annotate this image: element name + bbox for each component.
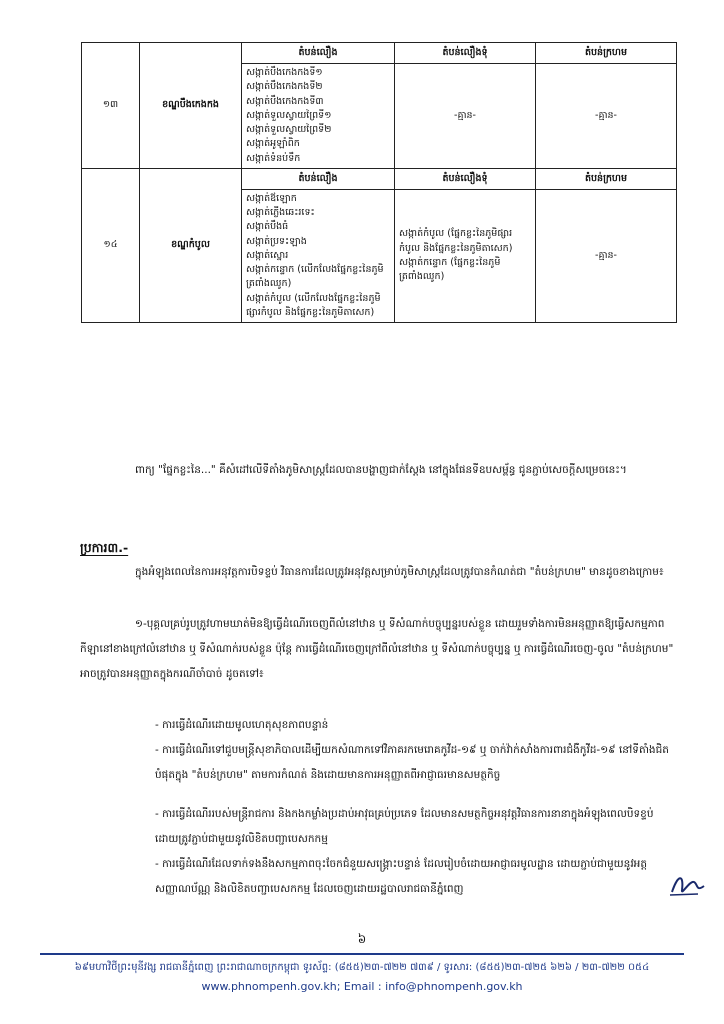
list-item: សង្កាត់ទួលស្វាយព្រៃទី២: [246, 124, 332, 135]
dark-yellow-zone-list: [395, 189, 536, 322]
header-red-zone: តំបន់ក្រហម: [536, 43, 677, 64]
initials-signature: [668, 870, 708, 900]
red-zone-cell: -គ្មាន-: [536, 64, 677, 169]
article-heading: ប្រការ៣.-: [80, 540, 129, 555]
footer-divider: [40, 953, 684, 955]
list-item: សង្កាត់អូឡាំពិក: [246, 138, 300, 150]
list-item: សង្កាត់ប្រទះឡាង: [246, 235, 307, 247]
bullet-item: - ការធ្វើដំណើរដែលទាក់ទងនឹងសកម្មភាពចុះចែកជំនួយសង្គ្រោះបន្ទាន់ ដែលរៀបចំដោយអាជ្ញាធរមូលដ្ឋាន ដោយភ្ជាប់ជាមួយនូវអត្តសញ្ញាណប័ណ្ណ និងលិខិតបញ្ជាបេសកកម្ម ដែលចេញដោយរដ្ឋបាលរាជធានីភ្នំពេញ: [155, 858, 647, 895]
yellow-zone-list: [242, 64, 395, 169]
list-item: សង្កាត់ទួលស្វាយព្រៃទី១: [246, 109, 332, 121]
footer-address: ៦៩មហាវិថីព្រះមុនីវង្ស រាជធានីភ្នំពេញ ព្រះរាជាណាចក្រកម្ពុជា ទូរស័ព្ទ: (៨៥៥)២៣-៧២២ ៧៣៩ / ទូរសារ: (៨៥៥)២៣-៧២៥ ៦២៦ / ២៣-៧២២ ០៥៤: [74, 962, 650, 973]
header-dark-yellow-zone: តំបន់លឿងទុំ: [395, 168, 536, 189]
list-item: សង្កាត់បឹងកេងកងទី១: [246, 67, 323, 78]
footer-website: www.phnompenh.gov.kh; Email : info@phnompenh.gov.kh: [201, 980, 523, 993]
header-dark-yellow-zone: តំបន់លឿងទុំ: [395, 43, 536, 64]
district-name: ខណ្ឌកំបូល: [140, 168, 242, 322]
bullet-item: - ការធ្វើដំណើររបស់មន្ត្រីរាជការ និងកងកម្លាំងប្រដាប់អាវុធគ្រប់ប្រភេទ ដែលមានសមត្ថកិច្ចអនុវត្តវិធានការនានាក្នុងអំឡុងពេលបិទខ្ទប់ ដោយត្រូវភ្ជាប់ជាមួយនូវលិខិតបញ្ជាបេសកកម្ម: [155, 808, 654, 845]
list-item: សង្កាត់កន្ទោក (លើកលែងផ្នែកខ្លះនៃភូមិត្រពាំងឈូក): [246, 264, 384, 290]
list-item: សង្កាត់ឪឡោក: [246, 192, 297, 204]
district-name: ខណ្ឌបឹងកេងកង: [140, 43, 242, 169]
list-item: សង្កាត់កន្ទោក (ផ្នែកខ្លះនៃភូមិត្រពាំងឈូក): [399, 256, 501, 283]
list-item: សង្កាត់ភ្លើងឆេះរទេះ: [246, 207, 315, 218]
partial-definition-paragraph: ពាក្យ "ផ្នែកខ្លះនៃ..." គឺសំដៅលើទីតាំងភូមិសាស្ត្រដែលបានបង្ហាញជាក់ស្តែង នៅក្នុងផែនទីឧបសម្ព័ន្ធ ជូនភ្ជាប់សេចក្តីសម្រេចនេះ។: [135, 464, 627, 476]
point-1-paragraph: ១-បុគ្គលគ្រប់រូបត្រូវហាមឃាត់មិនឱ្យធ្វើដំណើរចេញពីលំនៅឋាន ឬ ទីសំណាក់បច្ចុប្បន្នរបស់ខ្លួន ដោយរួមទាំងការមិនអនុញ្ញាតឱ្យធ្វើសកម្មភាពកីឡានៅខាងក្រៅលំនៅឋាន ឬ ទីសំណាក់របស់ខ្លួន ប៉ុន្តែ ការធ្វើដំណើរចេញក្រៅពីលំនៅឋាន ឬ ទីសំណាក់បច្ចុប្បន្ន ឬ ការធ្វើដំណើរចេញ-ចូល "តំបន់ក្រហម" អាចត្រូវបានអនុញ្ញាតក្នុងករណីចាំបាច់ ដូចតទៅ៖: [80, 618, 674, 680]
row-number: ១៤: [82, 168, 140, 322]
list-item: សង្កាត់បឹងកេងកងទី២: [246, 81, 323, 93]
article-intro-paragraph: ក្នុងអំឡុងពេលនៃការអនុវត្តការបិទខ្ទប់ វិធានការដែលត្រូវអនុវត្តសម្រាប់ភូមិសាស្ត្រដែលត្រូវបានកំណត់ជា "តំបន់ក្រហម" មានដូចខាងក្រោម៖: [135, 566, 664, 578]
bullet-item: - ការធ្វើដំណើរទៅជួបមន្ត្រីសុខាភិបាលដើម្បីយកសំណាកទៅវិភាគរកមេរោគកូវីដ-១៩ ឬ ចាក់វ៉ាក់សាំងការពារជំងឺកូវីដ-១៩ នៅទីតាំងជិតបំផុតក្នុង "តំបន់ក្រហម" តាមការកំណត់ និងដោយមានការអនុញ្ញាតពីអាជ្ញាធរមានសមត្ថកិច្ច: [155, 744, 669, 781]
list-item: សង្កាត់ស្នោរ: [246, 249, 289, 261]
list-item: សង្កាត់បឹងធំ: [246, 221, 289, 233]
header-yellow-zone: តំបន់លឿង: [242, 43, 395, 64]
page-number: ៦: [357, 932, 367, 946]
list-item: សង្កាត់កំបូល (លើកលែងផ្នែកខ្លះនៃភូមិផ្សារកំបូល និងផ្នែកខ្លះនៃភូមិតាសេក): [246, 292, 381, 318]
table-header-row: [82, 43, 677, 64]
list-item: សង្កាត់ទំនប់ទឹក: [246, 152, 301, 164]
zones-table: [81, 42, 677, 323]
yellow-zone-list: [242, 189, 395, 322]
list-item: សង្កាត់បឹងកេងកងទី៣: [246, 95, 324, 107]
header-red-zone: តំបន់ក្រហម: [536, 168, 677, 189]
bullet-item: - ការធ្វើដំណើរដោយមូលហេតុសុខភាពបន្ទាន់: [155, 719, 329, 731]
red-zone-cell: -គ្មាន-: [536, 189, 677, 322]
dark-yellow-zone-cell: -គ្មាន-: [395, 64, 536, 169]
row-number: ១៣: [82, 43, 140, 169]
table-header-row: [82, 168, 677, 189]
header-yellow-zone: តំបន់លឿង: [242, 168, 395, 189]
list-item: សង្កាត់កំបូល (ផ្នែកខ្លះនៃភូមិផ្សារកំបូល និងផ្នែកខ្លះនៃភូមិតាសេក): [399, 228, 513, 254]
